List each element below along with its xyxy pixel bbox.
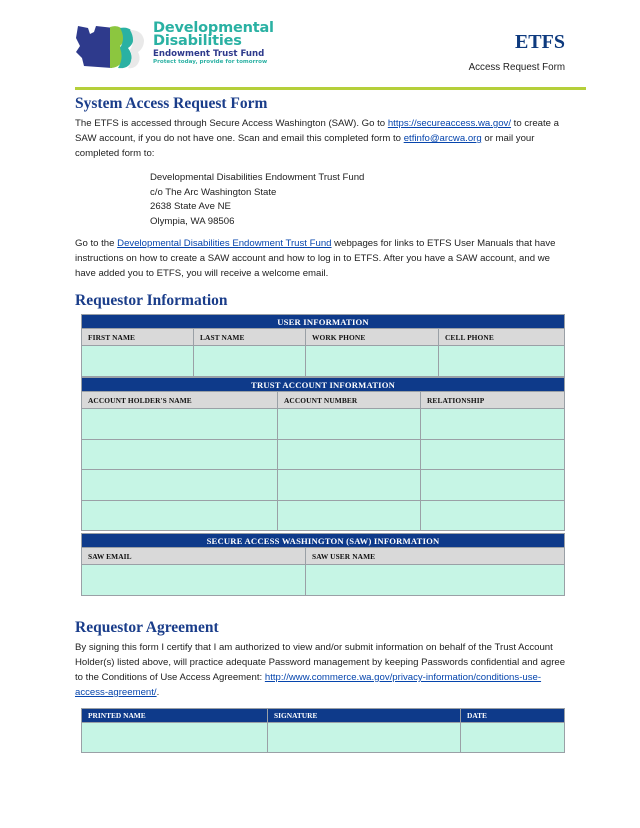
agreement-text-end: .: [156, 687, 160, 698]
col-account-number: ACCOUNT NUMBER: [278, 392, 421, 409]
table-row: [82, 470, 565, 501]
account-holder-input[interactable]: [82, 510, 277, 521]
intro-text-1: The ETFS is accessed through Secure Access Washington (SAW). Go to: [75, 118, 388, 129]
col-cell-phone: CELL PHONE: [439, 329, 565, 346]
logo-line-3: Endowment Trust Fund: [153, 49, 265, 59]
saw-link[interactable]: https://secureaccess.wa.gov/: [387, 118, 512, 129]
work-phone-input[interactable]: [306, 356, 438, 367]
col-work-phone: WORK PHONE: [306, 329, 439, 346]
user-info-table: [81, 314, 565, 377]
relationship-field[interactable]: [421, 409, 565, 440]
page-title: System Access Request Form: [75, 95, 268, 112]
address-line: Olympia, WA 98506: [150, 215, 235, 227]
printed-name-input[interactable]: [82, 732, 267, 743]
relationship-field[interactable]: [421, 439, 565, 470]
relationship-input[interactable]: [421, 510, 564, 521]
relationship-input[interactable]: [421, 449, 564, 460]
col-saw-email: SAW EMAIL: [82, 548, 306, 565]
email-link[interactable]: etfinfo@arcwa.org: [403, 133, 482, 144]
intro-paragraph: [75, 116, 567, 161]
col-saw-username: SAW USER NAME: [306, 548, 565, 565]
header-rule: [75, 87, 586, 90]
relationship-field[interactable]: [421, 500, 565, 531]
requestor-info-heading: Requestor Information: [75, 292, 228, 309]
account-holder-field[interactable]: [82, 470, 278, 501]
relationship-input[interactable]: [421, 479, 564, 490]
agreement-paragraph: [75, 640, 567, 700]
relationship-input[interactable]: [421, 418, 564, 429]
ddetf-webpage-link[interactable]: Developmental Disabilities Endowment Trust Fund: [117, 238, 332, 249]
account-number-input[interactable]: [278, 449, 420, 460]
col-relationship: RELATIONSHIP: [421, 392, 565, 409]
saw-info-table: [81, 533, 565, 596]
cell-phone-input[interactable]: [439, 356, 564, 367]
date-input[interactable]: [461, 732, 564, 743]
first-name-field[interactable]: [82, 346, 194, 377]
manuals-text-1: Go to the: [75, 238, 118, 249]
requestor-agreement-heading: Requestor Agreement: [75, 619, 219, 636]
user-info-band: USER INFORMATION: [82, 315, 565, 329]
account-number-field[interactable]: [278, 470, 421, 501]
saw-email-input[interactable]: [82, 575, 305, 586]
ddetf-logo: [74, 20, 274, 74]
signature-table: [81, 708, 565, 753]
table-row: [82, 500, 565, 531]
logo-line-1: Developmental: [153, 20, 274, 36]
account-holder-field[interactable]: [82, 439, 278, 470]
washington-map-icon: [74, 22, 154, 72]
address-line: c/o The Arc Washington State: [150, 186, 277, 198]
logo-tagline: Protect today, provide for tomorrow: [153, 59, 268, 65]
account-number-input[interactable]: [278, 418, 420, 429]
address-line: 2638 State Ave NE: [150, 201, 231, 212]
work-phone-field[interactable]: [306, 346, 439, 377]
col-date: DATE: [461, 709, 565, 723]
col-last-name: LAST NAME: [194, 329, 306, 346]
intro-text-2: to create a SAW account, if you do not have one. Scan and email this completed form to: [75, 118, 560, 144]
trust-account-band: TRUST ACCOUNT INFORMATION: [82, 378, 565, 392]
saw-info-band: SECURE ACCESS WASHINGTON (SAW) INFORMATION: [82, 534, 565, 548]
date-field[interactable]: [461, 723, 565, 753]
document-code: ETFS: [514, 31, 565, 53]
trust-account-table: [81, 377, 565, 531]
intro-text-3: or mail your completed form to:: [75, 133, 535, 159]
account-holder-input[interactable]: [82, 418, 277, 429]
col-account-holder: ACCOUNT HOLDER'S NAME: [82, 392, 278, 409]
account-number-field[interactable]: [278, 500, 421, 531]
signature-input[interactable]: [268, 732, 460, 743]
saw-email-field[interactable]: [82, 565, 306, 596]
manuals-text-2: webpages for links to ETFS User Manuals that have instructions on how to create a SAW account and how to log in to ETFS. After you have a SAW account, and we have added you to ETFS, you will receive a welcome email.: [75, 238, 556, 279]
table-row: [82, 439, 565, 470]
account-number-field[interactable]: [278, 439, 421, 470]
page-header: [0, 0, 640, 92]
account-number-input[interactable]: [278, 479, 420, 490]
document-subtitle: Access Request Form: [468, 62, 565, 73]
account-number-field[interactable]: [278, 409, 421, 440]
relationship-field[interactable]: [421, 470, 565, 501]
logo-text: [153, 22, 274, 66]
signature-field[interactable]: [268, 723, 461, 753]
account-number-input[interactable]: [278, 510, 420, 521]
saw-username-input[interactable]: [306, 575, 564, 586]
address-line: Developmental Disabilities Endowment Trust Fund: [150, 172, 365, 183]
account-holder-input[interactable]: [82, 479, 277, 490]
account-holder-field[interactable]: [82, 409, 278, 440]
mailing-address: [150, 171, 364, 229]
printed-name-field[interactable]: [82, 723, 268, 753]
col-printed-name: PRINTED NAME: [82, 709, 268, 723]
cell-phone-field[interactable]: [439, 346, 565, 377]
first-name-input[interactable]: [82, 356, 193, 367]
logo-line-2: Disabilities: [153, 33, 242, 49]
col-first-name: FIRST NAME: [82, 329, 194, 346]
account-holder-field[interactable]: [82, 500, 278, 531]
last-name-input[interactable]: [194, 356, 305, 367]
conditions-of-use-link[interactable]: http://www.commerce.wa.gov/privacy-information/conditions-use-access-agreement/: [75, 672, 542, 698]
last-name-field[interactable]: [194, 346, 306, 377]
manuals-paragraph: [75, 236, 567, 281]
col-signature: SIGNATURE: [268, 709, 461, 723]
table-row: [82, 409, 565, 440]
saw-username-field[interactable]: [306, 565, 565, 596]
agreement-text: By signing this form I certify that I am authorized to view and/or submit information on behalf of the Trust Account Holder(s) listed above, will practice adequate Password management by keeping Passwords confidential and agree to the Conditions of Use Access Agreement:: [75, 642, 566, 683]
account-holder-input[interactable]: [82, 449, 277, 460]
